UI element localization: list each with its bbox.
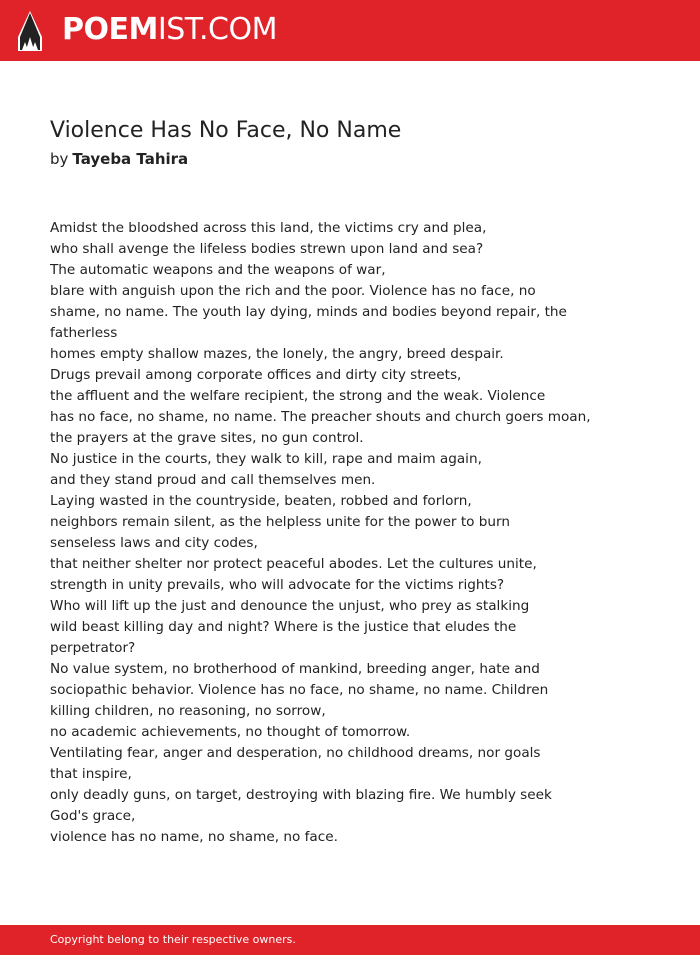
poem-line: the affluent and the welfare recipient, the strong and the weak. Violence xyxy=(50,388,546,404)
author-name: Tayeba Tahira xyxy=(72,150,189,168)
logo-bold-text: POEM xyxy=(62,12,158,47)
poem-line: neighbors remain silent, as the helpless unite for the power to burn xyxy=(50,514,511,530)
poem-line: that neither shelter nor protect peaceful abodes. Let the cultures unite, xyxy=(50,556,537,572)
poem-line: No justice in the courts, they walk to kill, rape and maim again, xyxy=(50,451,482,467)
poem-line: Ventilating fear, anger and desperation, no childhood dreams, nor goals xyxy=(50,745,541,761)
poem-line: perpetrator? xyxy=(50,640,136,656)
logo-light-text: IST.COM xyxy=(157,12,277,47)
poem-line: only deadly guns, on target, destroying with blazing fire. We humbly seek xyxy=(50,787,552,803)
poem-line: Who will lift up the just and denounce the unjust, who prey as stalking xyxy=(50,598,530,614)
poem-line: The automatic weapons and the weapons of war, xyxy=(50,262,386,278)
poem-title: Violence Has No Face, No Name xyxy=(50,118,402,143)
site-logo[interactable] xyxy=(62,12,277,48)
poem-line: shame, no name. The youth lay dying, minds and bodies beyond repair, the xyxy=(50,304,567,320)
poem-line: Amidst the bloodshed across this land, the victims cry and plea, xyxy=(50,220,487,236)
copyright-text: Copyright belong to their respective owners. xyxy=(50,933,296,946)
poem-line: fatherless xyxy=(50,325,118,341)
poem-line: homes empty shallow mazes, the lonely, the angry, breed despair. xyxy=(50,346,504,362)
poem-line: who shall avenge the lifeless bodies strewn upon land and sea? xyxy=(50,241,484,257)
poem-line: killing children, no reasoning, no sorrow, xyxy=(50,703,326,719)
poem-line: blare with anguish upon the rich and the poor. Violence has no face, no xyxy=(50,283,536,299)
poem-line: Drugs prevail among corporate offices and dirty city streets, xyxy=(50,367,462,383)
by-label: by xyxy=(50,150,69,168)
poem-body xyxy=(50,218,610,848)
poem-line: sociopathic behavior. Violence has no face, no shame, no name. Children xyxy=(50,682,549,698)
poem-line: the prayers at the grave sites, no gun control. xyxy=(50,430,364,446)
poem-line: Laying wasted in the countryside, beaten, robbed and forlorn, xyxy=(50,493,472,509)
poem-line: strength in unity prevails, who will advocate for the victims rights? xyxy=(50,577,505,593)
poem-line: has no face, no shame, no name. The preacher shouts and church goers moan, xyxy=(50,409,591,425)
poem-line: wild beast killing day and night? Where is the justice that eludes the xyxy=(50,619,517,635)
poem-line: violence has no name, no shame, no face. xyxy=(50,829,338,845)
byline xyxy=(50,148,188,170)
poem-line: that inspire, xyxy=(50,766,132,782)
poem-line: senseless laws and city codes, xyxy=(50,535,258,551)
pencil-logo-icon[interactable] xyxy=(17,10,43,52)
poem-line: No value system, no brotherhood of mankind, breeding anger, hate and xyxy=(50,661,540,677)
site-footer xyxy=(0,925,700,955)
poem-line: and they stand proud and call themselves men. xyxy=(50,472,376,488)
site-header xyxy=(0,0,700,61)
poem-line: no academic achievements, no thought of tomorrow. xyxy=(50,724,411,740)
poem-line: God's grace, xyxy=(50,808,136,824)
